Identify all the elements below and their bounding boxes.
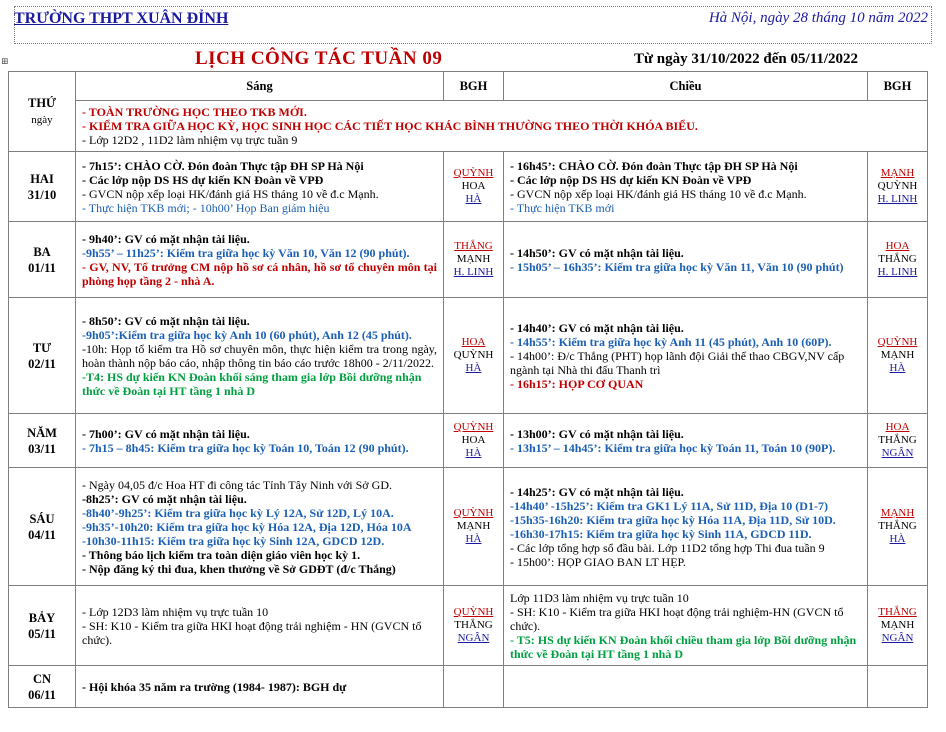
bgh-name: THẮNG (878, 520, 917, 532)
bgh-morning-cell (444, 468, 504, 586)
bgh-name: NGÂN (457, 632, 490, 644)
bgh-name: MẠNH (456, 253, 491, 265)
bgh-morning-cell (444, 414, 504, 468)
bgh-morning-cell (444, 222, 504, 298)
day-cell (9, 414, 76, 468)
table-row (9, 298, 928, 414)
table-row (9, 222, 928, 298)
activity-line: - Nộp đăng ký thi đua, khen thưởng về Sở GDĐT (đ/c Thắng) (82, 561, 396, 576)
activity-line: -9h55’ – 11h25’: Kiểm tra giữa học kỳ Văn 10, Văn 12 (90 phút). (82, 245, 410, 260)
morning-cell (76, 222, 444, 298)
morning-column-header: Sáng (76, 72, 444, 101)
page-title: LỊCH CÔNG TÁC TUẦN 09 (195, 48, 443, 69)
bgh-name: H. LINH (877, 266, 918, 278)
general-note: - Lớp 12D2 , 11D2 làm nhiệm vụ trực tuần 9 (82, 133, 298, 147)
table-move-handle-icon[interactable]: ⊞ (1, 56, 9, 66)
day-cell (9, 666, 76, 708)
activity-line: -9h05’:Kiểm tra giữa học kỳ Anh 10 (60 phút), Anh 12 (45 phút). (82, 327, 412, 342)
bgh-name: THẮNG (454, 619, 493, 631)
general-note: - KIỂM TRA GIỮA HỌC KỲ, HỌC SINH HỌC CÁC TIẾT HỌC KHÁC BÌNH THƯỜNG THEO THỜI KHÓA BIỂU. (82, 119, 698, 133)
bgh-morning-column-header: BGH (444, 72, 504, 101)
bgh-name: QUỲNH (453, 421, 494, 433)
activity-line: - SH: K10 - Kiểm tra giữa HKI hoạt động trải nghiệm - HN (GVCN tổ chức). (82, 618, 422, 647)
bgh-name: MẠNH (880, 619, 915, 631)
day-name: SÁU (29, 511, 55, 526)
afternoon-cell (504, 468, 868, 586)
bgh-name: THẮNG (454, 240, 493, 252)
activity-line: -15h35-16h20: Kiểm tra giữa học kỳ Hóa 11A, Địa 11D, Sử 10D. (510, 512, 836, 527)
bgh-name: QUỲNH (453, 349, 494, 361)
activity-line: - 14h55’: Kiểm tra giữa học kỳ Anh 11 (45 phút), Anh 10 (60P). (510, 334, 832, 349)
bgh-name: HOA (461, 180, 486, 192)
afternoon-column-header: Chiều (504, 72, 868, 101)
activity-line: -10h30-11h15: Kiểm tra giữa học kỳ Sinh 12A, GDCD 12D. (82, 533, 385, 548)
bgh-afternoon-cell (868, 152, 928, 222)
day-date: 06/11 (28, 687, 56, 702)
activity-line: Lớp 11D3 làm nhiệm vụ trực tuần 10 (510, 590, 689, 605)
activity-line: -T4: HS dự kiến KN Đoàn khối sáng tham gia lớp Bồi dưỡng nhận thức về Đoàn tại HT tầng 1 nhà D (82, 369, 422, 398)
activity-line: - 13h15’ – 14h45’: Kiểm tra giữa học kỳ Toán 11, Toán 10 (90P). (510, 440, 836, 455)
bgh-name: MẠNH (456, 520, 491, 532)
general-note: - TOÀN TRƯỜNG HỌC THEO TKB MỚI. (82, 105, 307, 119)
bgh-name: HÀ (465, 362, 482, 374)
activity-line: -10h: Họp tổ kiểm tra Hồ sơ chuyên môn, thực hiện kiểm tra trong ngày, hoàn thành nộp báo cáo, nhập thông tin báo cáo trước 18h00 - 2/11/2022. (82, 341, 437, 370)
activity-line: - Các lớp nộp DS HS dự kiến KN Đoàn về VPĐ (82, 172, 324, 187)
activity-line: - 7h15’: CHÀO CỜ. Đón đoàn Thực tập ĐH SP Hà Nội (82, 158, 364, 173)
activity-line: - 13h00’: GV có mặt nhận tài liệu. (510, 426, 684, 441)
afternoon-cell (504, 586, 868, 666)
activity-line: - 15h00’: HỌP GIAO BAN LT HẸP. (510, 554, 686, 569)
activity-line: - 14h40’: GV có mặt nhận tài liệu. (510, 320, 684, 335)
day-name: NĂM (27, 425, 57, 440)
activity-line: - GV, NV, Tổ trưởng CM nộp hồ sơ cá nhân, hồ sơ tổ chuyên môn tại phòng họp tầng 2 - nhà A. (82, 259, 437, 288)
activity-line: - 15h05’ – 16h35’: Kiểm tra giữa học kỳ Văn 11, Văn 10 (90 phút) (510, 259, 844, 274)
table-row (9, 468, 928, 586)
afternoon-cell (504, 666, 868, 708)
bgh-name: THẮNG (878, 434, 917, 446)
activity-line: - 7h00’: GV có mặt nhận tài liệu. (82, 426, 250, 441)
activity-line: - 14h50’: GV có mặt nhận tài liệu. (510, 245, 684, 260)
morning-cell (76, 414, 444, 468)
activity-line: - 16h15’: HỌP CƠ QUAN (510, 376, 644, 391)
table-row (9, 586, 928, 666)
afternoon-cell (504, 152, 868, 222)
bgh-name: H. LINH (453, 266, 494, 278)
bgh-afternoon-column-header: BGH (868, 72, 928, 101)
activity-line: - 14h00’: Đ/c Thắng (PHT) họp lãnh đội Giải thể thao CBGV,NV cấp ngành tại Nhà thi đấu Thanh trì (510, 348, 845, 377)
activity-line: - Thực hiện TKB mới (510, 200, 615, 215)
activity-line: - SH: K10 - Kiểm tra giữa HKI hoạt động trải nghiệm-HN (GVCN tổ chức). (510, 604, 844, 633)
bgh-afternoon-cell (868, 222, 928, 298)
day-name: BA (33, 244, 51, 259)
day-cell (9, 468, 76, 586)
bgh-afternoon-cell (868, 468, 928, 586)
activity-line: - Ngày 04,05 đ/c Hoa HT đi công tác Tỉnh Tây Ninh với Sở GD. (82, 477, 392, 492)
bgh-name: HÀ (465, 533, 482, 545)
activity-line: - GVCN nộp xếp loại HK/đánh giá HS tháng 10 về đ.c Mạnh. (510, 186, 807, 201)
bgh-name: HOA (885, 421, 910, 433)
day-column-sublabel: ngày (31, 114, 53, 126)
activity-line: - Hội khóa 35 năm ra trường (1984- 1987): BGH dự (82, 679, 347, 694)
bgh-afternoon-cell (868, 586, 928, 666)
day-name: CN (32, 671, 52, 686)
day-cell (9, 298, 76, 414)
bgh-name: QUỲNH (453, 167, 494, 179)
bgh-afternoon-cell (868, 298, 928, 414)
day-name: TƯ (32, 340, 52, 355)
bgh-morning-cell (444, 298, 504, 414)
bgh-name: HÀ (465, 447, 482, 459)
bgh-name: QUỲNH (877, 180, 918, 192)
activity-line: - Thông báo lịch kiểm tra toàn diện giáo viên học kỳ 1. (82, 547, 361, 562)
activity-line: - Các lớp tổng hợp sổ đầu bài. Lớp 11D2 tổng hợp Thi đua tuần 9 (510, 540, 825, 555)
activity-line: -16h30-17h15: Kiểm tra giữa học kỳ Sinh 11A, GDCD 11D. (510, 526, 812, 541)
bgh-name: HOA (461, 434, 486, 446)
place-date: Hà Nội, ngày 28 tháng 10 năm 2022 (708, 10, 928, 26)
table-row (9, 152, 928, 222)
day-date: 05/11 (28, 626, 56, 641)
bgh-afternoon-cell (868, 414, 928, 468)
activity-line: - 16h45’: CHÀO CỜ. Đón đoàn Thực tập ĐH SP Hà Nội (510, 158, 798, 173)
day-date: 02/11 (28, 356, 56, 371)
general-notes-row (9, 101, 928, 152)
bgh-name: HOA (461, 336, 486, 348)
day-date: 04/11 (28, 527, 56, 542)
day-column-label: THỨ (27, 96, 56, 110)
activity-line: -14h40’ -15h25’: Kiểm tra GK1 Lý 11A, Sử 11D, Địa 10 (D1-7) (510, 498, 828, 513)
day-cell (9, 222, 76, 298)
general-notes-spacer (868, 101, 928, 152)
morning-cell (76, 666, 444, 708)
bgh-name: HÀ (465, 193, 482, 205)
activity-line: -8h40’-9h25’: Kiểm tra giữa học kỳ Lý 12A, Sử 12D, Lý 10A. (82, 505, 394, 520)
activity-line: - T5: HS dự kiến KN Đoàn khối chiều tham gia lớp Bồi dưỡng nhận thức về Đoàn tại HT tầng 1 nhà D (510, 632, 857, 661)
activity-line: - Lớp 12D3 làm nhiệm vụ trực tuần 10 (82, 604, 269, 619)
bgh-name: MẠNH (880, 507, 915, 519)
header-row (9, 72, 928, 101)
bgh-name: QUỲNH (877, 336, 918, 348)
morning-cell (76, 586, 444, 666)
activity-line: - 14h25’: GV có mặt nhận tài liệu. (510, 484, 684, 499)
bgh-name: NGÂN (881, 447, 914, 459)
activity-line: -9h35’-10h20: Kiểm tra giữa học kỳ Hóa 12A, Địa 12D, Hóa 10A (82, 519, 412, 534)
day-date: 03/11 (28, 441, 56, 456)
afternoon-cell (504, 298, 868, 414)
bgh-name: HOA (885, 240, 910, 252)
bgh-name: H. LINH (877, 193, 918, 205)
bgh-name: THẮNG (878, 606, 917, 618)
bgh-morning-cell (444, 152, 504, 222)
activity-line: -8h25’: GV có mặt nhận tài liệu. (82, 491, 247, 506)
morning-cell (76, 298, 444, 414)
morning-cell (76, 152, 444, 222)
afternoon-cell (504, 414, 868, 468)
bgh-morning-cell (444, 586, 504, 666)
morning-cell (76, 468, 444, 586)
day-cell (9, 152, 76, 222)
activity-line: - Các lớp nộp DS HS dự kiến KN Đoàn về VPĐ (510, 172, 752, 187)
schedule-table (8, 71, 928, 708)
table-row (9, 666, 928, 708)
activity-line: - GVCN nộp xếp loại HK/đánh giá HS tháng 10 về đ.c Mạnh. (82, 186, 379, 201)
afternoon-cell (504, 222, 868, 298)
bgh-name: THẮNG (878, 253, 917, 265)
bgh-name: QUỲNH (453, 606, 494, 618)
school-name: TRƯỜNG THPT XUÂN ĐỈNH (14, 10, 229, 27)
date-range: Từ ngày 31/10/2022 đến 05/11/2022 (634, 51, 859, 67)
day-column-header (9, 72, 76, 152)
day-date: 31/10 (27, 187, 57, 202)
day-cell (9, 586, 76, 666)
bgh-name: MẠNH (880, 167, 915, 179)
activity-line: - Thực hiện TKB mới; - 10h00’ Họp Ban giám hiệu (82, 200, 330, 215)
day-name: HAI (30, 171, 54, 186)
table-row (9, 414, 928, 468)
activity-line: - 8h50’: GV có mặt nhận tài liệu. (82, 313, 250, 328)
activity-line: - 7h15 – 8h45: Kiểm tra giữa học kỳ Toán 10, Toán 12 (90 phút). (82, 440, 409, 455)
bgh-afternoon-cell (868, 666, 928, 708)
general-notes (76, 101, 868, 152)
bgh-name: HÀ (889, 362, 906, 374)
bgh-name: HÀ (889, 533, 906, 545)
day-date: 01/11 (28, 260, 56, 275)
bgh-name: QUỲNH (453, 507, 494, 519)
activity-line: - 9h40’: GV có mặt nhận tài liệu. (82, 231, 250, 246)
bgh-morning-cell (444, 666, 504, 708)
bgh-name: NGÂN (881, 632, 914, 644)
day-name: BẢY (28, 610, 56, 625)
bgh-name: MẠNH (880, 349, 915, 361)
